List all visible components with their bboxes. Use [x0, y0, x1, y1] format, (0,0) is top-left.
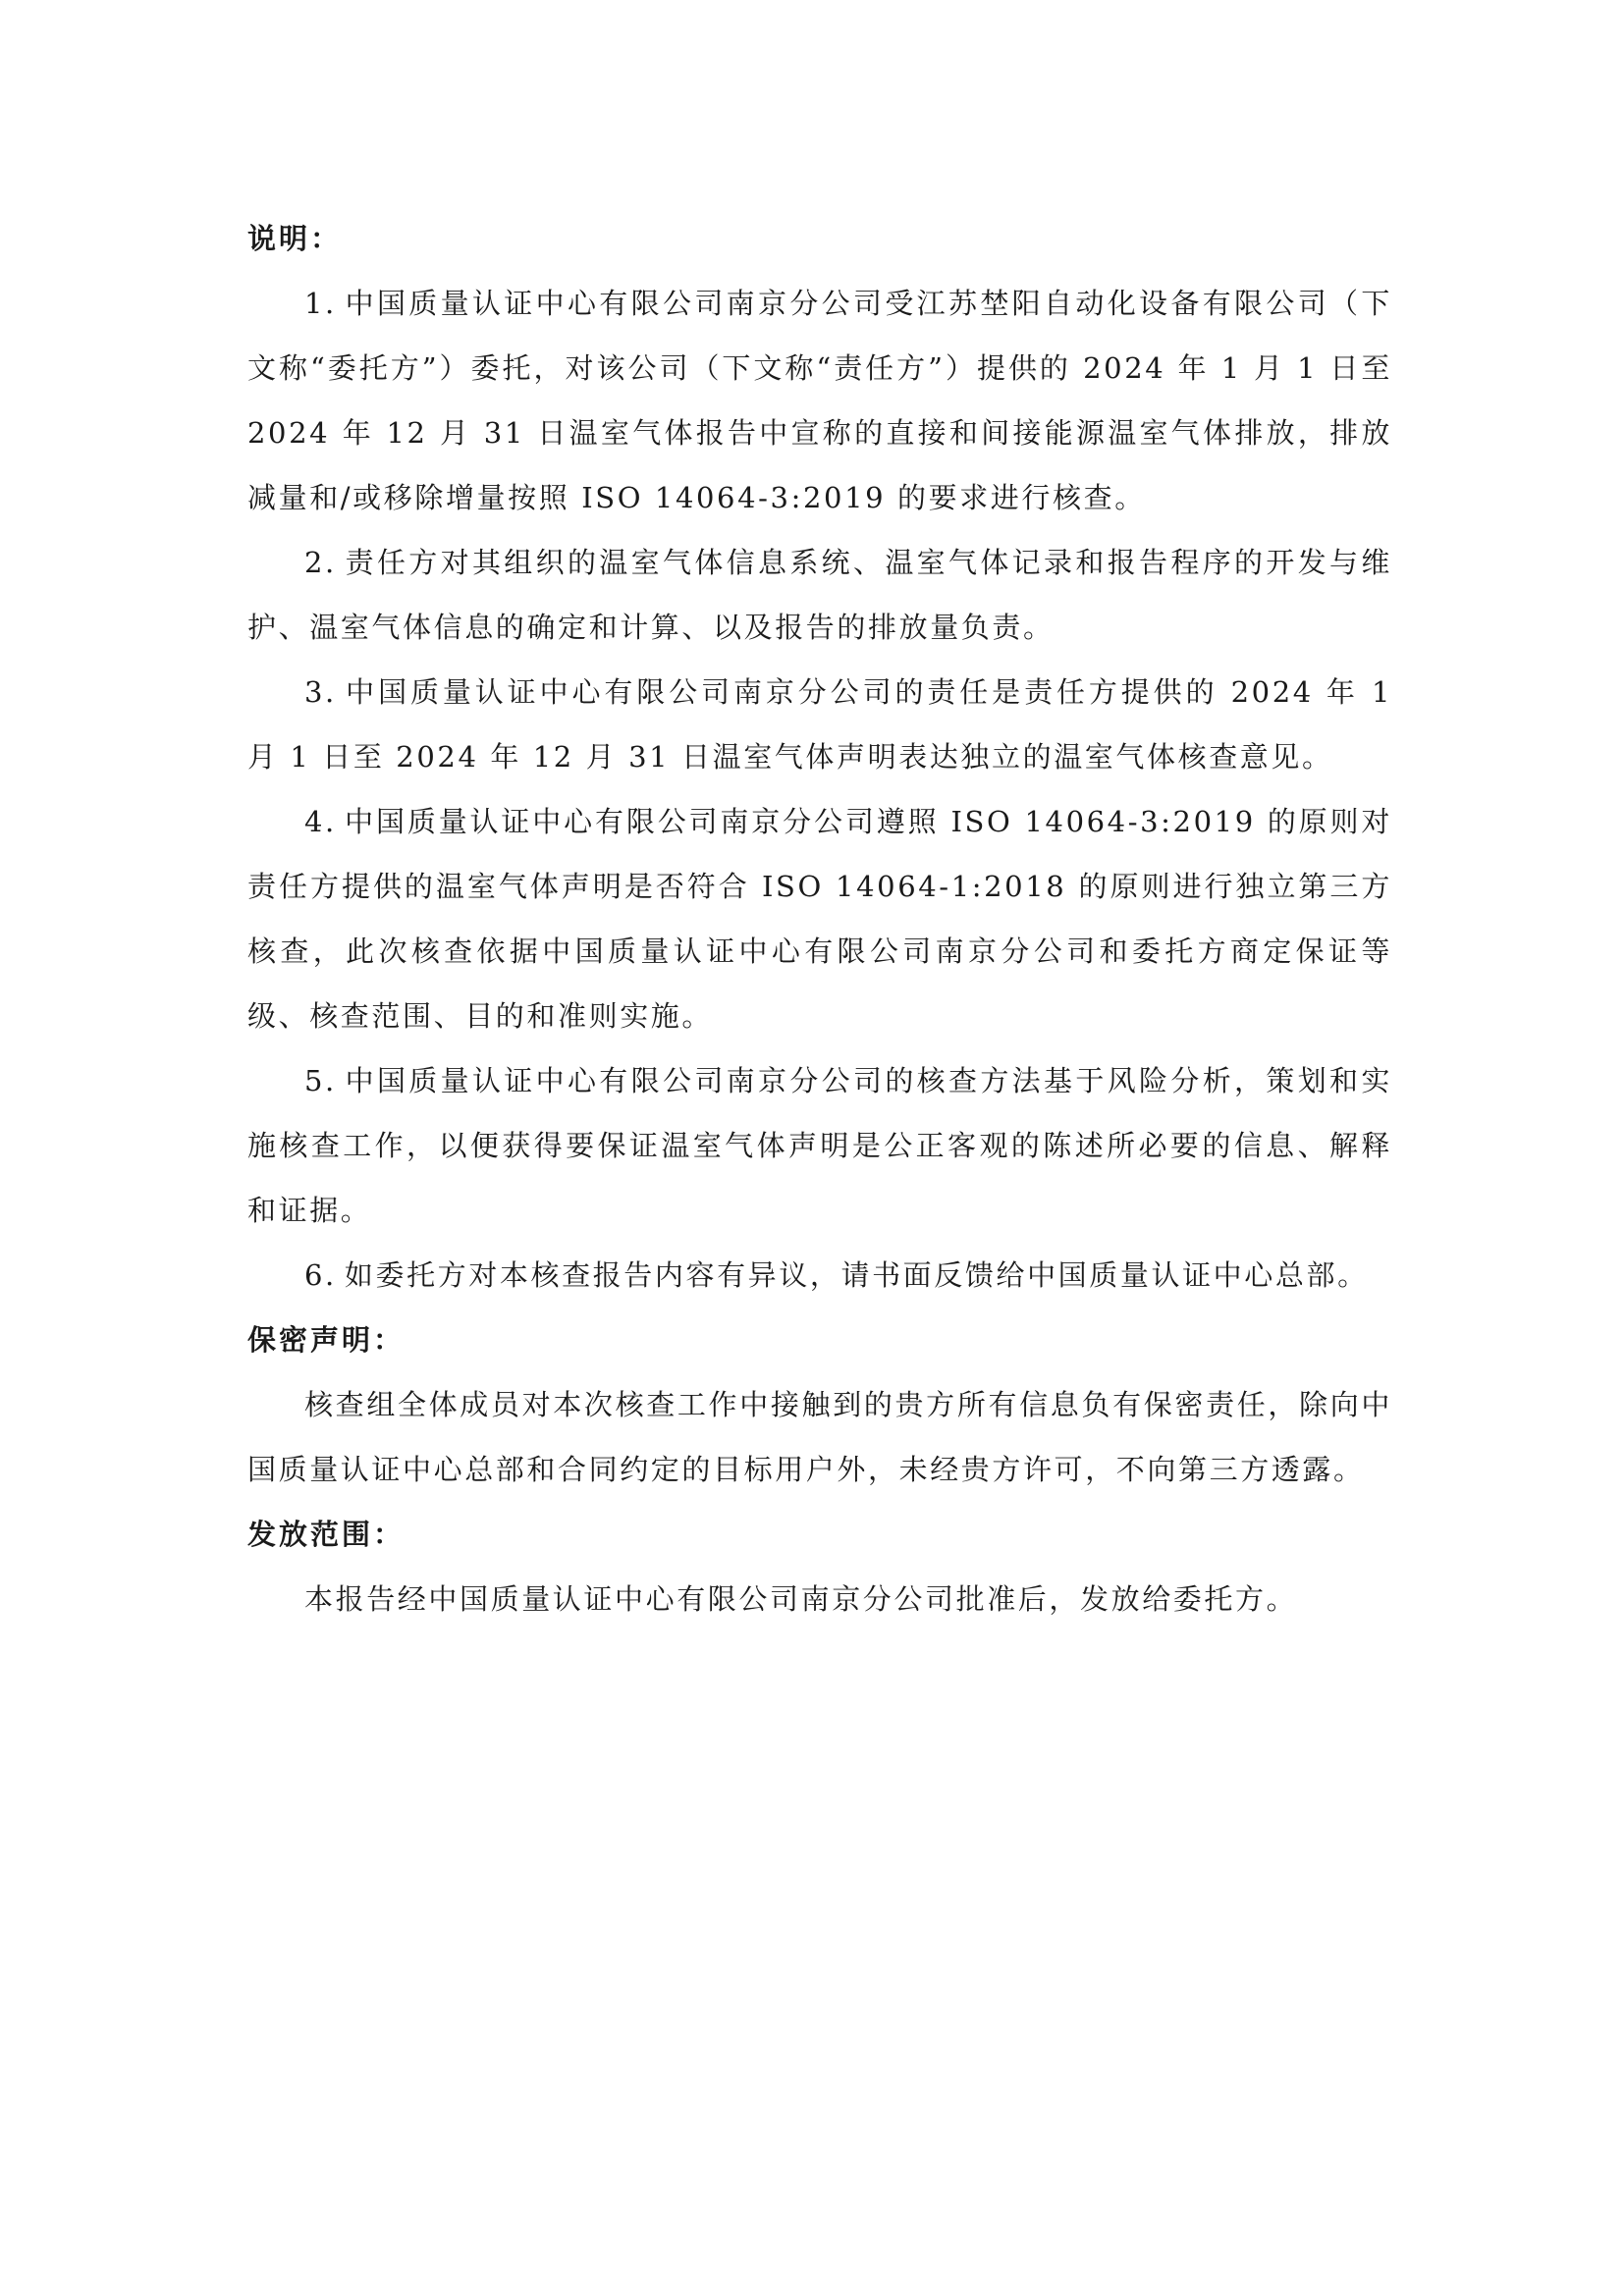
confidentiality-text: 核查组全体成员对本次核查工作中接触到的贵方所有信息负有保密责任，除向中国质量认证中心总部和合同约定的目标用户外，未经贵方许可，不向第三方透露。 — [247, 1388, 1392, 1486]
note-text: 如委托方对本核查报告内容有异议，请书面反馈给中国质量认证中心总部。 — [344, 1258, 1369, 1292]
note-item-3 — [247, 660, 1392, 789]
note-number: 6. — [304, 1258, 337, 1292]
note-item-6 — [247, 1243, 1392, 1308]
note-number: 2. — [304, 546, 337, 579]
note-item-5 — [247, 1048, 1392, 1243]
note-text: 中国质量认证中心有限公司南京分公司遵照 ISO 14064-3:2019 的原则对责任方提供的温室气体声明是否符合 ISO 14064-1:2018 的原则进行独立第三方核查，此次核查依据中国质量认证中心有限公司南京分公司和委托方商定保证等级、核查范围、目的和准则实施。 — [247, 805, 1392, 1033]
notes-heading: 说明： — [247, 222, 343, 255]
confidentiality-heading: 保密声明： — [247, 1323, 406, 1357]
note-text: 中国质量认证中心有限公司南京分公司的责任是责任方提供的 2024 年 1 月 1 日至 2024 年 12 月 31 日温室气体声明表达独立的温室气体核查意见。 — [247, 675, 1392, 774]
note-item-1 — [247, 271, 1392, 530]
notes-list — [247, 271, 1392, 1308]
distribution-text: 本报告经中国质量认证中心有限公司南京分公司批准后，发放给委托方。 — [304, 1582, 1298, 1616]
note-text: 责任方对其组织的温室气体信息系统、温室气体记录和报告程序的开发与维护、温室气体信息的确定和计算、以及报告的排放量负责。 — [247, 546, 1392, 644]
note-text: 中国质量认证中心有限公司南京分公司的核查方法基于风险分析，策划和实施核查工作，以便获得要保证温室气体声明是公正客观的陈述所必要的信息、解释和证据。 — [247, 1064, 1392, 1227]
note-text: 中国质量认证中心有限公司南京分公司受江苏埜阳自动化设备有限公司（下文称“委托方”）委托，对该公司（下文称“责任方”）提供的 2024 年 1 月 1 日至 2024 年 12 月 31 日温室气体报告中宣称的直接和间接能源温室气体排放，排放减量和/或移除增量按照 ISO 14064-3:2019 的要求进行核查。 — [247, 287, 1392, 514]
note-number: 3. — [304, 675, 337, 709]
document-page — [247, 206, 1392, 1631]
distribution-heading: 发放范围： — [247, 1518, 406, 1551]
note-number: 4. — [304, 805, 337, 838]
note-number: 1. — [304, 287, 337, 320]
note-item-2 — [247, 530, 1392, 660]
note-item-4 — [247, 789, 1392, 1048]
note-number: 5. — [304, 1064, 337, 1097]
